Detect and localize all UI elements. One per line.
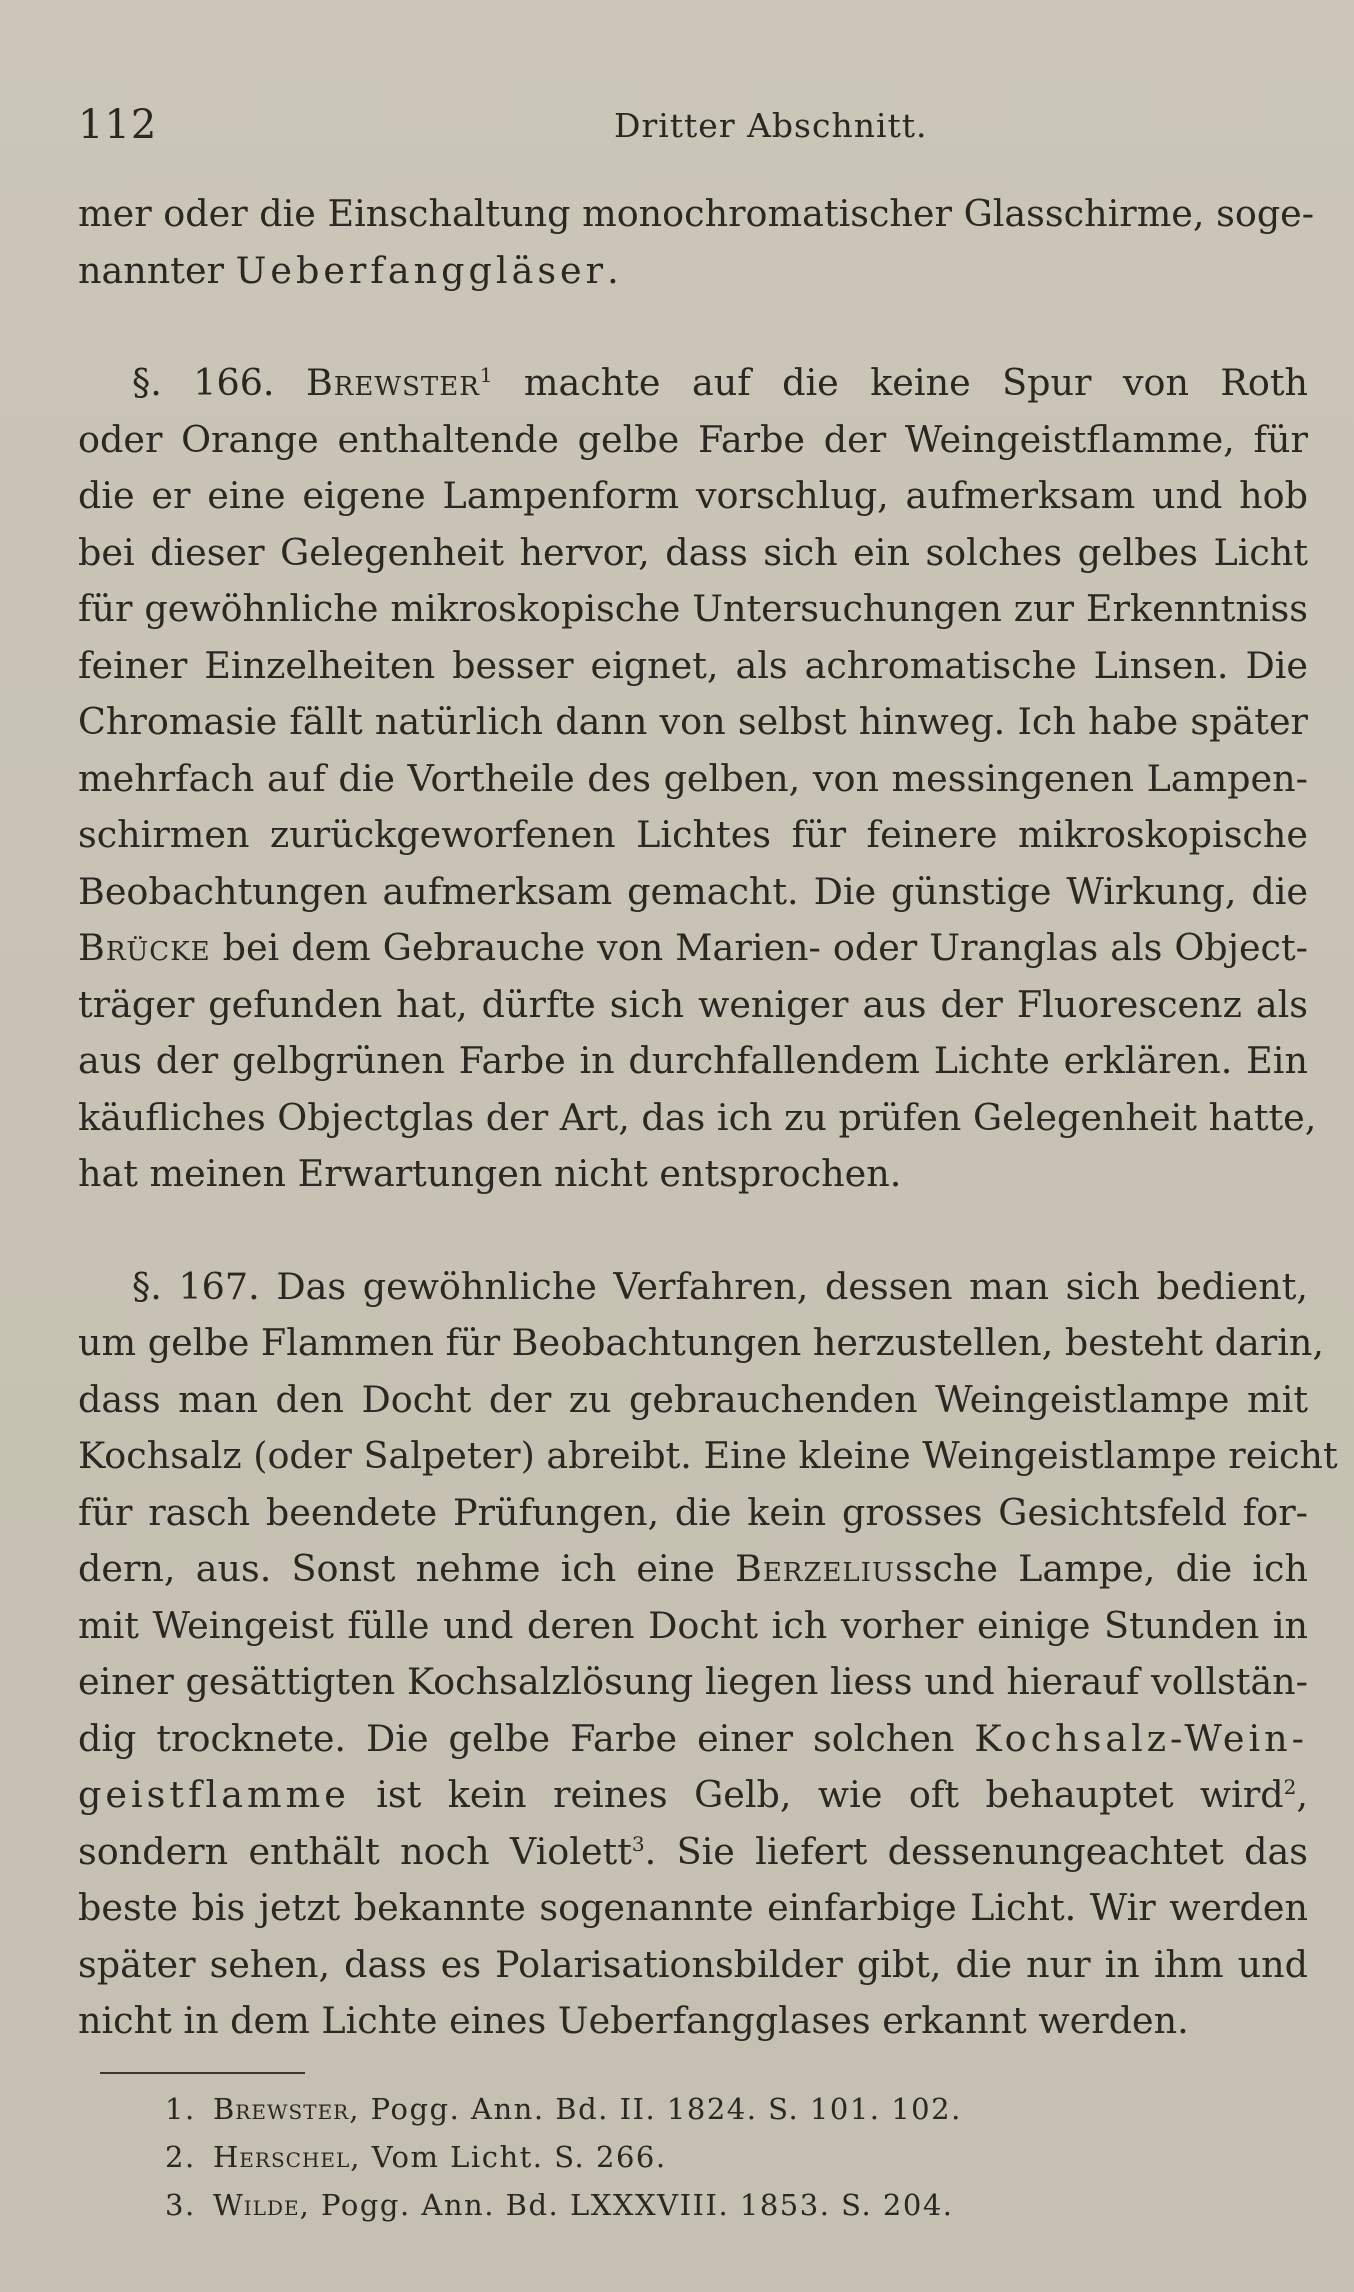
text-line: dern, aus. Sonst nehme ich eine Berzeliussche Lampe, die ich [78,1547,1308,1590]
paragraph-167 [78,1259,1338,2050]
text-line: einer gesättigten Kochsalzlösung liegen liess und hierauf vollstän- [78,1660,1308,1703]
text-line: mehrfach auf die Vortheile des gelben, von messingenen Lampen- [78,756,1308,800]
paragraph-166 [78,355,1317,1203]
text-line: nannter Ueberfanggläser. [78,248,619,292]
footnote-number: 1. [165,2092,196,2126]
text-line: sondern enthält noch Violett$^3$. Sie liefert dessenungeachtet das [78,1829,1308,1873]
emphasized-term: Kochsalz-Wein- [974,1716,1308,1760]
emphasized-term: Ueberfanggläser [235,248,608,292]
footnote-divider [100,2072,305,2074]
text-line: hat meinen Erwartungen nicht entsprochen. [78,1152,902,1195]
footnote-text: , Pogg. Ann. Bd. II. 1824. S. 101. 102. [349,2092,962,2126]
footnote-author: Herschel [213,2140,351,2174]
author-name: Brücke [78,926,211,969]
text-line: bei dieser Gelegenheit hervor, dass sich ein solches gelbes Licht [78,530,1308,574]
page-number: 112 [78,102,158,148]
footnote-author: Brewster [213,2092,350,2126]
footnote-ref: 3 [631,1831,645,1856]
text-line: nicht in dem Lichte eines Ueberfangglases erkannt werden. [78,1999,1189,2042]
paragraph-intro [78,186,1315,299]
text-line: Brücke bei dem Gebrauche von Marien- oder Uranglas als Object- [78,926,1308,969]
text-line: feiner Einzelheiten besser eignet, als achromatische Linsen. Die [78,643,1308,687]
author-name: Berzelius [735,1547,914,1590]
text-line: dass man den Docht der zu gebrauchenden Weingeistlampe mit [78,1377,1308,1421]
text-line: oder Orange enthaltende gelbe Farbe der Weingeistflamme, für [78,417,1308,461]
footnotes [165,2085,962,2229]
footnote-author: Wilde [213,2188,300,2222]
footnote-ref: 2 [1283,1774,1297,1799]
page-header [78,102,1318,162]
text-line: später sehen, dass es Polarisationsbilder gibt, die nur in ihm und [78,1942,1308,1986]
text-line: aus der gelbgrünen Farbe in durchfallendem Lichte erklären. Ein [78,1039,1308,1082]
text-line: geistflamme ist kein reines Gelb, wie oft behauptet wird$^2$, [78,1773,1308,1816]
footnote [165,2133,962,2181]
footnote-number: 2. [165,2140,196,2174]
text-line: beste bis jetzt bekannte sogenannte einfarbige Licht. Wir werden [78,1886,1308,1929]
text-line: träger gefunden hat, dürfte sich weniger aus der Fluorescenz als [78,982,1308,1026]
footnote [165,2181,962,2229]
text-line: §. 166. Brewster$^1$ machte auf die keine Spur von Roth [132,361,1308,404]
text-line: mit Weingeist fülle und deren Docht ich vorher einige Stunden in [78,1603,1308,1647]
footnote-ref: 1 [479,362,493,387]
text-line: um gelbe Flammen für Beobachtungen herzustellen, besteht darin, [78,1321,1324,1364]
text-line: Kochsalz (oder Salpeter) abreibt. Eine kleine Weingeistlampe reicht [78,1434,1338,1477]
author-name: Brewster [305,361,480,404]
text-line: schirmen zurückgeworfenen Lichtes für feinere mikroskopische [78,813,1308,856]
emphasized-term: geistflamme [78,1773,350,1816]
running-head: Dritter Abschnitt. [614,106,928,145]
text-line: die er eine eigene Lampenform vorschlug, aufmerksam und hob [78,474,1308,517]
text-line: für gewöhnliche mikroskopische Untersuchungen zur Erkenntniss [78,587,1308,630]
text-line: dig trocknete. Die gelbe Farbe einer solchen Kochsalz-Wein- [78,1716,1308,1760]
text-line: §. 167. Das gewöhnliche Verfahren, dessen man sich bedient, [132,1264,1308,1308]
text-line: für rasch beendete Prüfungen, die kein grosses Gesichtsfeld for- [78,1490,1308,1534]
text-line: käufliches Objectglas der Art, das ich zu prüfen Gelegenheit hatte, [78,1095,1317,1139]
footnote-text: , Vom Licht. S. 266. [350,2140,667,2174]
text-line: mer oder die Einschaltung monochromatischer Glasschirme, soge- [78,192,1315,235]
text-line: Beobachtungen aufmerksam gemacht. Die günstige Wirkung, die [78,869,1308,913]
footnote [165,2085,962,2133]
footnote-text: , Pogg. Ann. Bd. LXXXVIII. 1853. S. 204. [299,2188,954,2222]
text-line: Chromasie fällt natürlich dann von selbst hinweg. Ich habe später [78,700,1308,743]
body-text [78,186,1338,2050]
footnote-number: 3. [165,2188,196,2222]
